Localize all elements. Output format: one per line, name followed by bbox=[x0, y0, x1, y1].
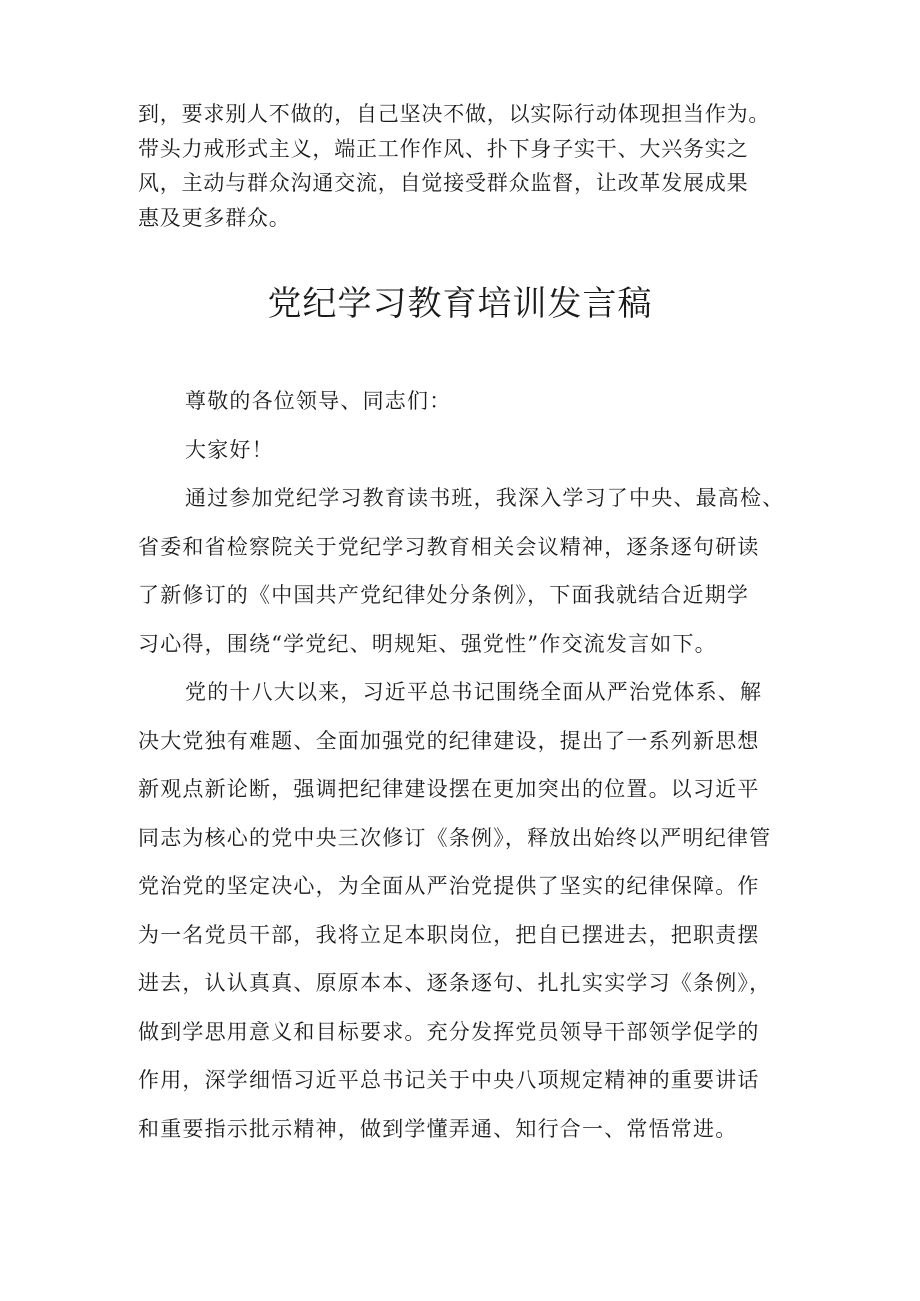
text-line: 同志为核心的党中央三次修订《条例》，释放出始终以严明纪律管 bbox=[138, 825, 772, 850]
text-line: 了新修订的《中国共产党纪律处分条例》，下面我就结合近期学 bbox=[138, 583, 750, 607]
text-line: 和重要指示批示精神，做到学懂弄通、知行合一、常悟常进。 bbox=[138, 1116, 738, 1141]
text-line: 惠及更多群众。 bbox=[138, 205, 291, 230]
document-title: 党纪学习教育培训发言稿 bbox=[267, 284, 653, 324]
paragraph-2 bbox=[138, 668, 818, 1153]
salutation: 尊敬的各位领导、同志们： bbox=[185, 389, 452, 413]
text-line: 做到学思用意义和目标要求。充分发挥党员领导干部领学促学的 bbox=[138, 1019, 760, 1044]
text-line: 省委和省检察院关于党纪学习教育相关会议精神，逐条逐句研读 bbox=[138, 534, 760, 559]
text-line: 作用，深学细悟习近平总书记关于中央八项规定精神的重要讲话 bbox=[138, 1068, 760, 1092]
text-line: 党的十八大以来，习近平总书记围绕全面从严治党体系、解 bbox=[185, 680, 763, 704]
continuation-paragraph bbox=[138, 97, 788, 235]
text-line: 到，要求别人不做的，自己坚决不做，以实际行动体现担当作为。 bbox=[138, 102, 771, 126]
text-line: 进去，认认真真、原原本本、逐条逐句、扎扎实实学习《条例》， bbox=[138, 971, 772, 995]
greeting: 大家好！ bbox=[185, 437, 274, 462]
text-line: 新观点新论断，强调把纪律建设摆在更加突出的位置。以习近平 bbox=[138, 777, 760, 801]
text-line: 决大党独有难题、全面加强党的纪律建设，提出了一系列新思想 bbox=[138, 728, 760, 753]
text-line: 风，主动与群众沟通交流，自觉接受群众监督，让改革发展成果 bbox=[138, 171, 749, 195]
text-line: 党治党的坚定决心，为全面从严治党提供了坚实的纪律保障。作 bbox=[138, 874, 760, 898]
text-line: 通过参加党纪学习教育读书班，我深入学习了中央、最高检、 bbox=[185, 486, 785, 510]
document-body bbox=[138, 377, 818, 1153]
paragraph-1 bbox=[138, 474, 818, 668]
text-line: 带头力戒形式主义，端正工作作风、扑下身子实干、大兴务实之 bbox=[138, 136, 749, 161]
text-line: 为一名党员干部，我将立足本职岗位，把自已摆进去，把职责摆 bbox=[138, 922, 760, 947]
text-line: 习心得，围绕“学党纪、明规矩、强党性”作交流发言如下。 bbox=[138, 631, 717, 656]
